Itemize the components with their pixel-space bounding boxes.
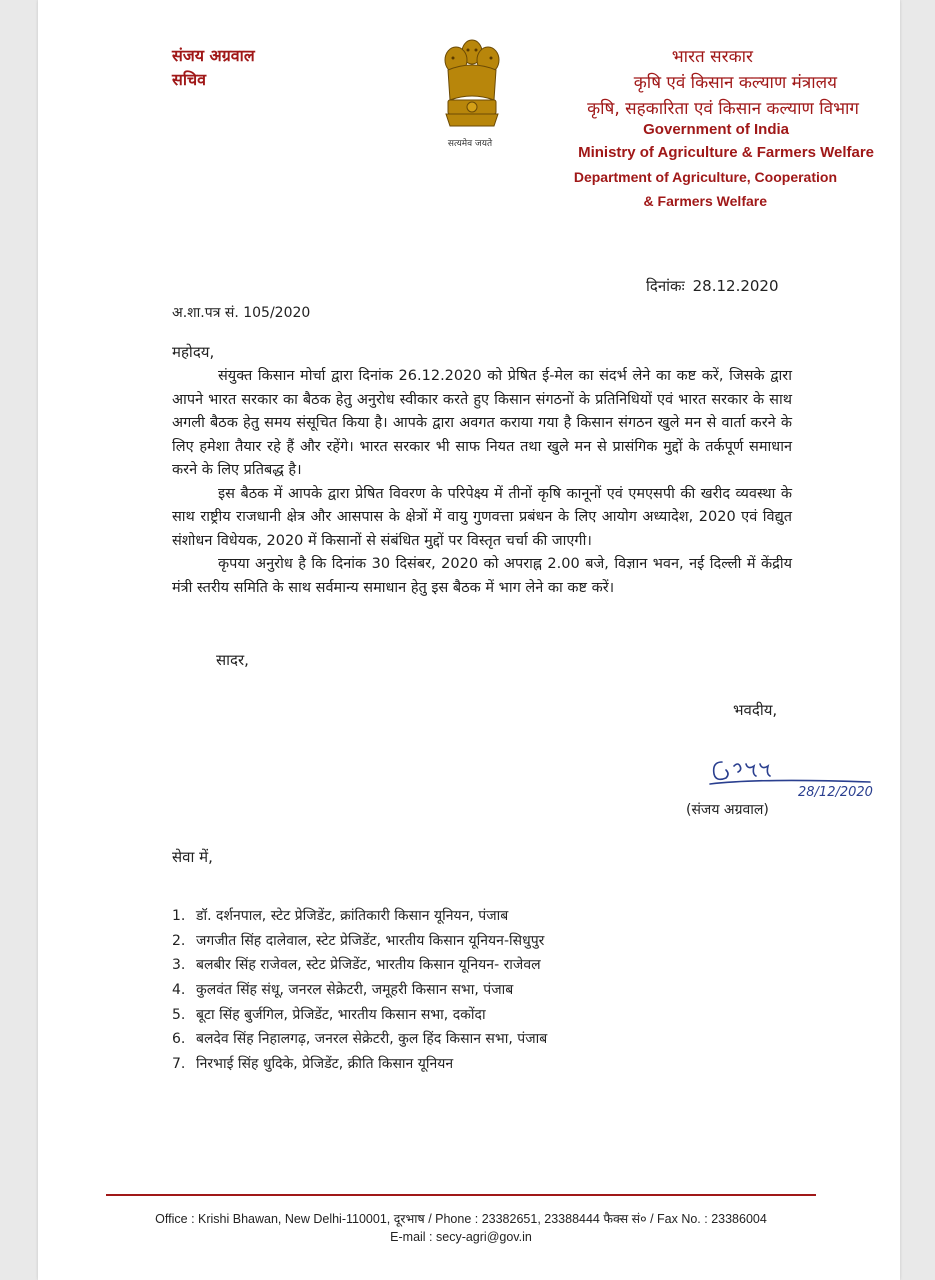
paragraph: कृपया अनुरोध है कि दिनांक 30 दिसंबर, 2020 को अपराह्न 2.00 बजे, विज्ञान भवन, नई दिल्ली में केंद्रीय मंत्री स्तरीय समिति के साथ सर्वमान्य समाधान हेतु इस बैठक में भाग लेने का कष्ट करें। xyxy=(172,556,792,596)
sender-name: संजय अग्रवाल xyxy=(172,46,255,65)
sender-designation: सचिव xyxy=(172,70,207,89)
closing: सादर, xyxy=(216,651,249,669)
emblem-motto: सत्यमेव जयते xyxy=(447,139,493,149)
letter-date xyxy=(646,276,779,296)
signature-date: 28/12/2020 xyxy=(798,785,873,800)
list-item: 2. जगजीत सिंह दालेवाल, स्टेट प्रेजिडेंट, भारतीय किसान यूनियन-सिधुपुर xyxy=(172,932,545,949)
signatory-name: (संजय अग्रवाल) xyxy=(686,802,769,818)
list-item: 7. निरभाई सिंह धुदिके, प्रेजिडेंट, क्रीति किसान यूनियन xyxy=(172,1056,454,1073)
footer-email: E-mail : secy-agri@gov.in xyxy=(390,1230,532,1244)
list-item: 1. डॉ. दर्शनपाल, स्टेट प्रेजिडेंट, क्रांतिकारी किसान यूनियन, पंजाब xyxy=(172,908,509,924)
list-item: 3. बलबीर सिंह राजेवल, स्टेट प्रेजिडेंट, भारतीय किसान यूनियन- राजेवल xyxy=(172,957,541,974)
header-department-english: Department of Agriculture, Cooperation xyxy=(573,169,837,185)
header-ministry-hindi: कृषि एवं किसान कल्याण मंत्रालय xyxy=(633,73,837,93)
salutation: महोदय, xyxy=(172,343,215,361)
list-item: 5. बूटा सिंह बुर्जगिल, प्रेजिडेंट, भारतीय किसान सभा, दकोंदा xyxy=(172,1006,486,1023)
to-label: सेवा में, xyxy=(172,848,213,866)
header-govt-english: Government of India xyxy=(643,121,789,138)
footer-divider xyxy=(106,1194,816,1196)
header-ministry-english: Ministry of Agriculture & Farmers Welfare xyxy=(578,144,874,161)
date-value: 28.12.2020 xyxy=(692,277,779,295)
letter-body xyxy=(172,365,792,600)
reference-number: अ.शा.पत्र सं. 105/2020 xyxy=(172,305,311,321)
footer-address: Office : Krishi Bhawan, New Delhi-110001, दूरभाष / Phone : 23382651, 23388444 फैक्स सं० / Fax No. : 23386004 xyxy=(155,1212,767,1226)
sign-off: भवदीय, xyxy=(733,701,778,719)
header-department-english-2: & Farmers Welfare xyxy=(643,193,767,209)
date-label: दिनांकः xyxy=(646,277,685,295)
header-govt-hindi: भारत सरकार xyxy=(671,47,753,67)
recipient-list xyxy=(172,904,547,1077)
list-item: 6. बलदेव सिंह निहालगढ़, जनरल सेक्रेटरी, कुल हिंद किसान सभा, पंजाब xyxy=(172,1031,548,1048)
paragraph: संयुक्त किसान मोर्चा द्वारा दिनांक 26.12.2020 को प्रेषित ई-मेल का संदर्भ लेने का कष्ट करें, जिसके द्वारा आपने भारत सरकार का बैठक हेतु अनुरोध स्वीकार करते हुए किसान संगठनों के प्रतिनिधियों एवं भारत सरकार के साथ अगली बैठक हेतु समय संसूचित किया है। आपके द्वारा अवगत कराया गया है किसान संगठन खुले मन से वार्ता करने के लिए हमेशा तैयार रहे हैं और रहेंगे। भारत सरकार भी साफ नियत तथा खुले मन से प्रासंगिक मुद्दों के तर्कपूर्ण समाधान करने के लिए प्रतिबद्ध है। xyxy=(172,368,792,478)
list-item: 4. कुलवंत सिंह संधू, जनरल सेक्रेटरी, जमूहरी किसान सभा, पंजाब xyxy=(172,982,514,999)
header-department-hindi: कृषि, सहकारिता एवं किसान कल्याण विभाग xyxy=(587,99,859,119)
letter-sheet xyxy=(38,0,900,1280)
paragraph: इस बैठक में आपके द्वारा प्रेषित विवरण के परिपेक्ष्य में तीनों कृषि कानूनों एवं एमएसपी की खरीद व्यवस्था के साथ राष्ट्रीय राजधानी क्षेत्र और आसपास के क्षेत्रों में वायु गुणवत्ता प्रबंधन के लिए आयोग अध्यादेश, 2020 एवं विद्युत संशोधन विधेयक, 2020 में किसानों से संबंधित मुद्दों पर विस्तृत चर्चा की जाएगी। xyxy=(172,485,792,549)
